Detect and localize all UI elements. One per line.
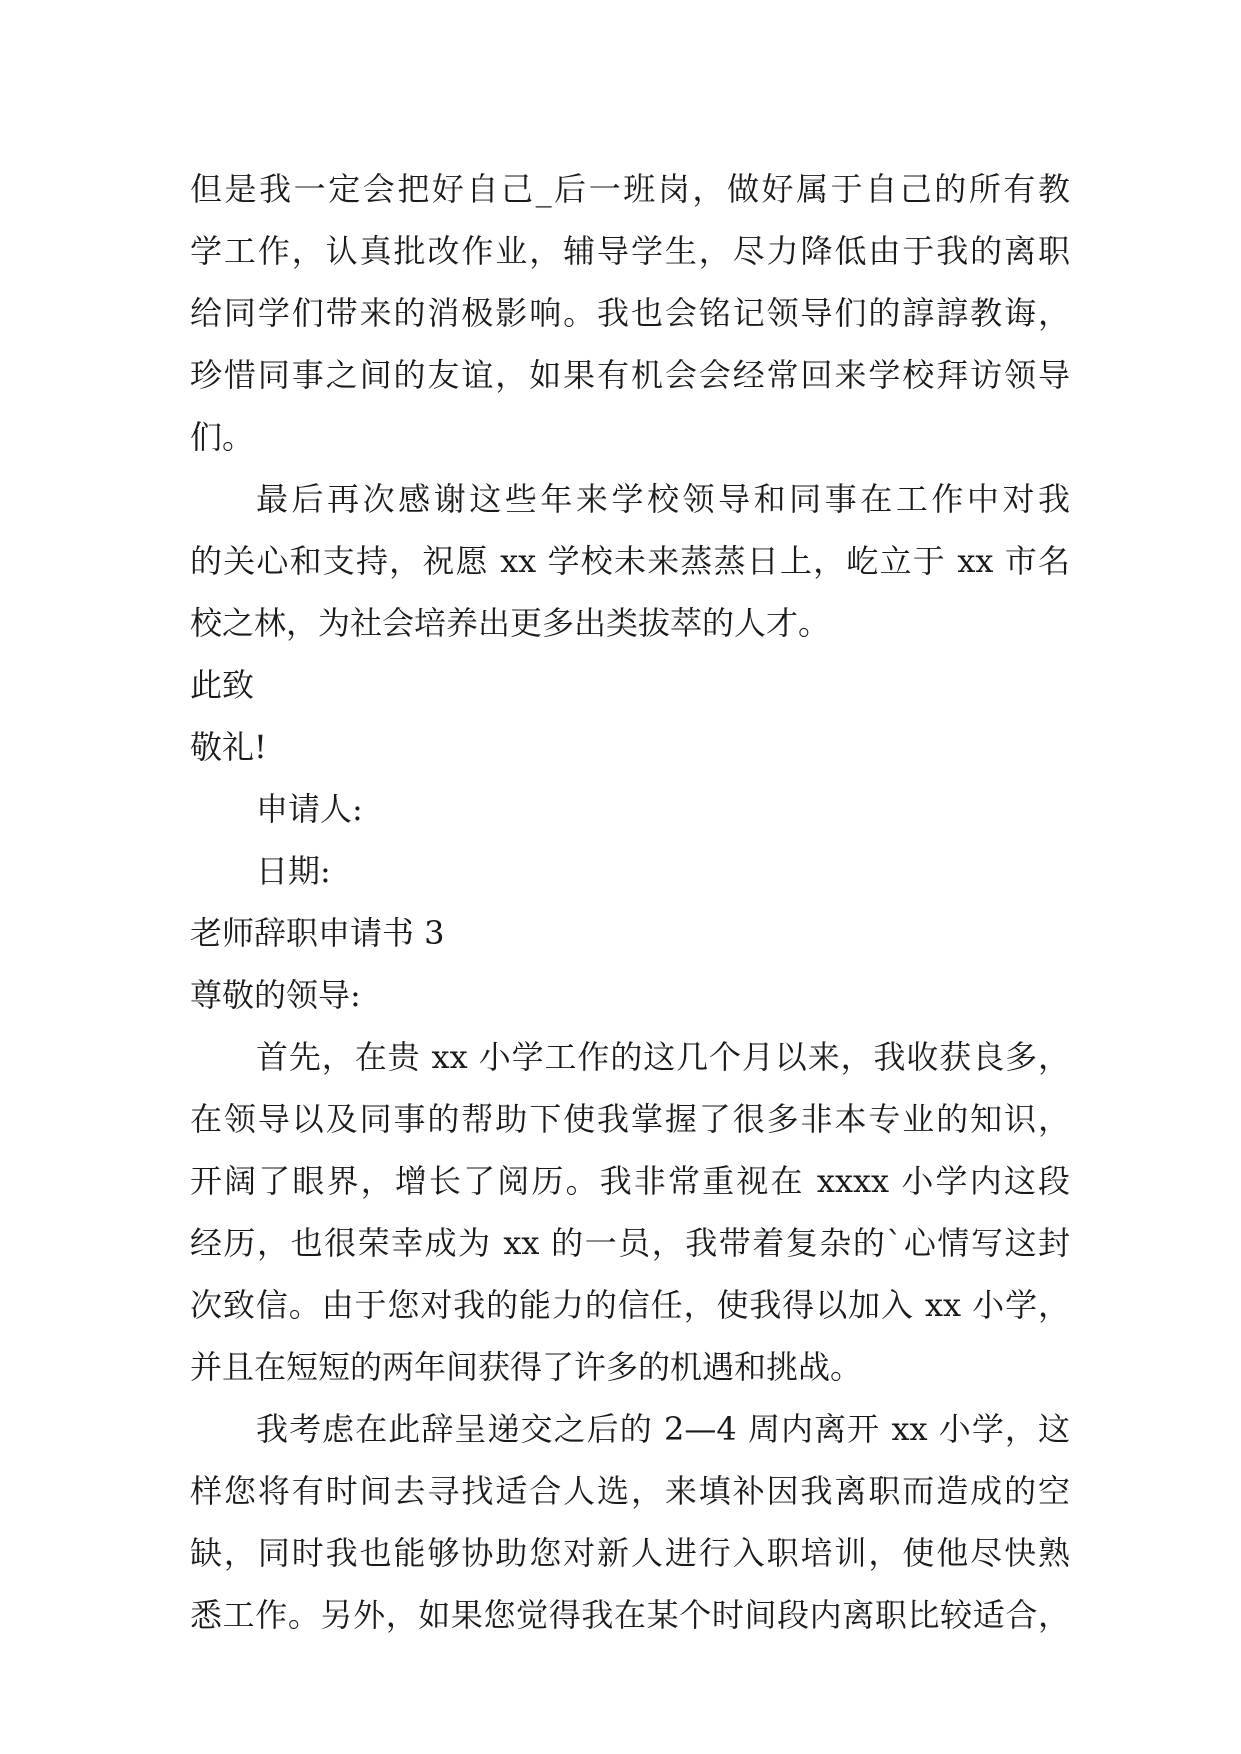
text-line: 珍惜同事之间的友谊，如果有机会会经常回来学校拜访领导 (190, 356, 1070, 394)
greeting-text: 尊敬的领导: (190, 976, 361, 1014)
text-line: 样您将有时间去寻找适合人选，来填补因我离职而造成的空 (190, 1472, 1070, 1510)
text-line: 我考虑在此辞呈递交之后的 2—4 周内离开 xx 小学，这 (256, 1410, 1070, 1448)
closing-text: 此致 (190, 666, 255, 704)
text-line: 次致信。由于您对我的能力的信任，使我得以加入 xx 小学， (190, 1286, 1070, 1324)
paragraph (190, 1026, 1070, 1398)
text-line: 并且在短短的两年间获得了许多的机遇和挑战。 (190, 1348, 863, 1386)
text-line: 经历，也很荣幸成为 xx 的一员，我带着复杂的`心情写这封 (190, 1224, 1070, 1262)
text-line: 悉工作。另外，如果您觉得我在某个时间段内离职比较适合， (190, 1596, 1070, 1634)
paragraph (190, 158, 1070, 468)
date-label: 日期: (256, 852, 331, 890)
text-line: 的关心和支持，祝愿 xx 学校未来蒸蒸日上，屹立于 xx 市名 (190, 542, 1070, 580)
applicant-label: 申请人: (256, 790, 363, 828)
text-line: 但是我一定会把好自己_后一班岗，做好属于自己的所有教 (190, 170, 1070, 208)
text-line: 给同学们带来的消极影响。我也会铭记领导们的諄諄教诲， (190, 294, 1070, 332)
text-line: 校之林，为社会培养出更多出类拔萃的人才。 (190, 604, 831, 642)
text-line: 学工作，认真批改作业，辅导学生，尽力降低由于我的离职 (190, 232, 1070, 270)
salute-text: 敬礼! (190, 728, 267, 766)
text-line: 在领导以及同事的帮助下使我掌握了很多非本专业的知识， (190, 1100, 1070, 1138)
paragraph (190, 1398, 1070, 1646)
paragraph (190, 468, 1070, 654)
document-page (190, 158, 1070, 1646)
text-line: 开阔了眼界，增长了阅历。我非常重视在 xxxx 小学内这段 (190, 1162, 1070, 1200)
text-line: 们。 (190, 418, 255, 456)
text-line: 缺，同时我也能够协助您对新人进行入职培训，使他尽快熟 (190, 1534, 1070, 1572)
section-title: 老师辞职申请书 3 (190, 914, 445, 952)
text-line: 最后再次感谢这些年来学校领导和同事在工作中对我 (256, 480, 1070, 518)
text-line: 首先，在贵 xx 小学工作的这几个月以来，我收获良多， (256, 1038, 1070, 1076)
